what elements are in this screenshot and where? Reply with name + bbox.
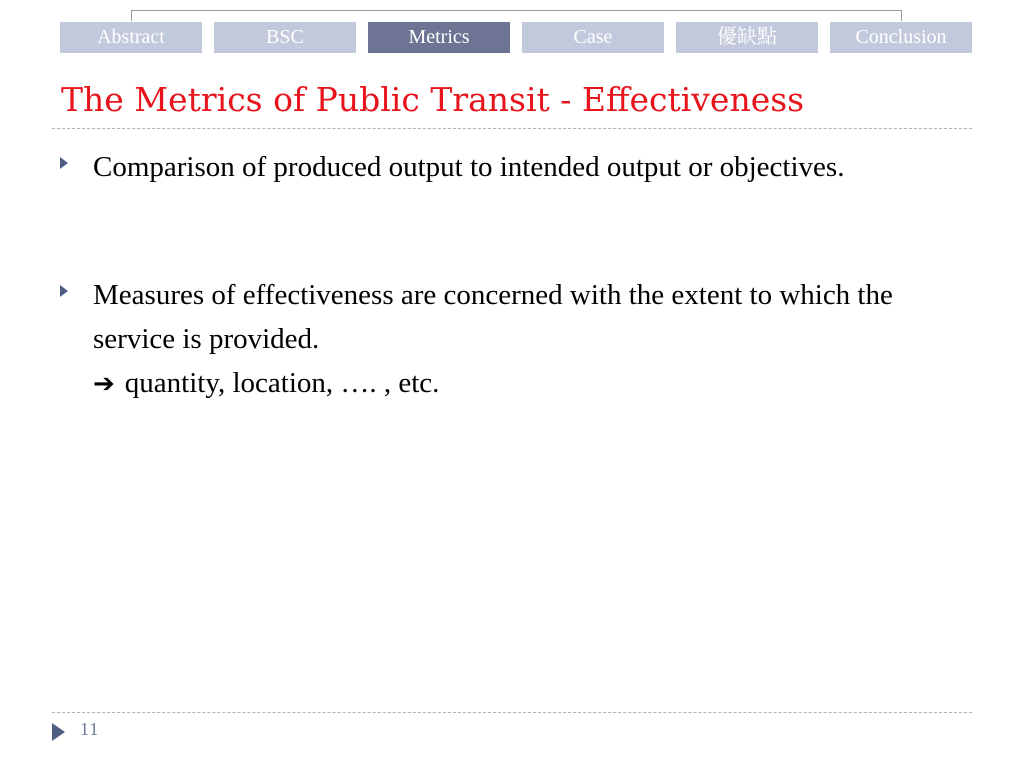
bullet-arrow-text: quantity, location, …. , etc. <box>124 367 440 399</box>
tab-metrics[interactable]: Metrics <box>368 22 510 53</box>
tab-case[interactable]: Case <box>522 22 664 53</box>
bullet-text-block <box>93 273 970 406</box>
bullet-item <box>60 145 970 189</box>
slide-title: The Metrics of Public Transit - Effectiveness <box>61 80 805 119</box>
bullet-triangle-icon <box>60 285 68 297</box>
arrow-right-icon: ➔ <box>93 369 115 399</box>
nav-bracket-line <box>131 10 902 21</box>
bullet-triangle-icon <box>60 157 68 169</box>
tab-abstract[interactable]: Abstract <box>60 22 202 53</box>
bullet-text: Comparison of produced output to intended output or objectives. <box>93 151 845 183</box>
bullet-item <box>60 273 970 406</box>
tab-pros-cons[interactable]: 優缺點 <box>676 22 818 53</box>
footer-triangle-icon <box>52 723 65 741</box>
bullet-text: Measures of effectiveness are concerned with the extent to which the service is provided. <box>93 279 893 355</box>
page-number: 11 <box>80 719 100 739</box>
title-divider <box>52 128 972 129</box>
footer-divider <box>52 712 972 713</box>
section-nav <box>60 22 972 53</box>
tab-bsc[interactable]: BSC <box>214 22 356 53</box>
bullet-arrow-line <box>93 361 970 406</box>
tab-conclusion[interactable]: Conclusion <box>830 22 972 53</box>
